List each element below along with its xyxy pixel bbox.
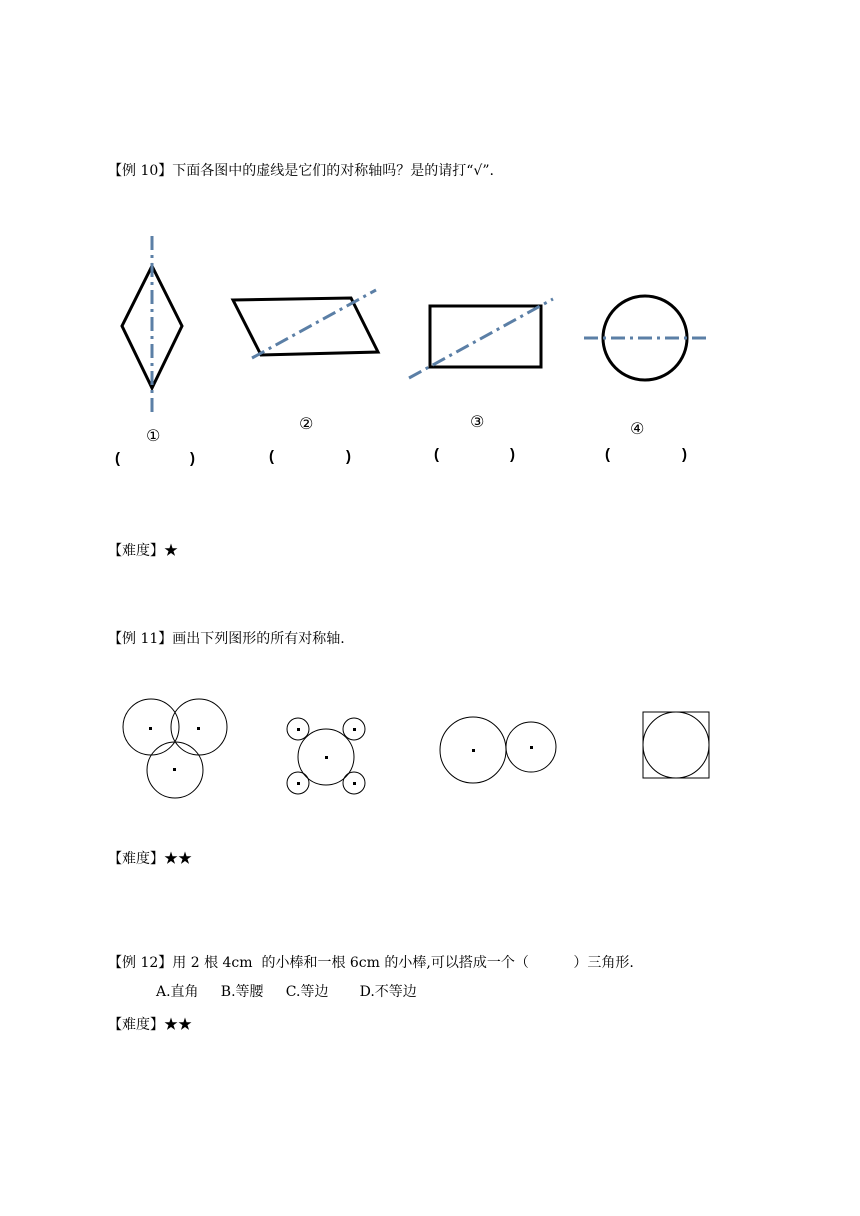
- figure-label-3: ③: [470, 412, 485, 431]
- example-11-title: 【例 11】画出下列图形的所有对称轴.: [108, 631, 345, 647]
- example-12-difficulty: 【难度】★★: [108, 1017, 192, 1033]
- example-11-difficulty: 【难度】★★: [108, 851, 192, 867]
- answer-blank-3-close: ): [510, 446, 515, 463]
- circle-in-square-figure: [643, 712, 709, 778]
- example-12-title: 【例 12】用 2 根 4cm 的小棒和一根 6cm 的小棒,可以搭成一个（ ）三角形.: [108, 955, 634, 971]
- answer-blank-3-open: (: [434, 446, 439, 463]
- three-circles-figure: [123, 699, 227, 798]
- figure-label-1: ①: [146, 426, 161, 445]
- two-circles-figure: [440, 717, 556, 783]
- answer-blank-2-close: ): [346, 448, 351, 465]
- answer-blank-4-close: ): [682, 446, 687, 463]
- five-circles-figure: [287, 718, 365, 794]
- answer-blank-2-open: (: [269, 448, 274, 465]
- answer-blank-1-open: (: [115, 450, 120, 467]
- answer-blank-4-open: (: [605, 446, 610, 463]
- example-12-options: A.直角 B.等腰 C.等边 D.不等边: [156, 984, 417, 1000]
- figure-label-4: ④: [630, 419, 645, 438]
- example-10-difficulty: 【难度】★: [108, 543, 178, 559]
- example-10-title: 【例 10】下面各图中的虚线是它们的对称轴吗？是的请打“√”.: [108, 163, 494, 179]
- figure-label-2: ②: [299, 414, 314, 433]
- answer-blank-1-close: ): [190, 450, 195, 467]
